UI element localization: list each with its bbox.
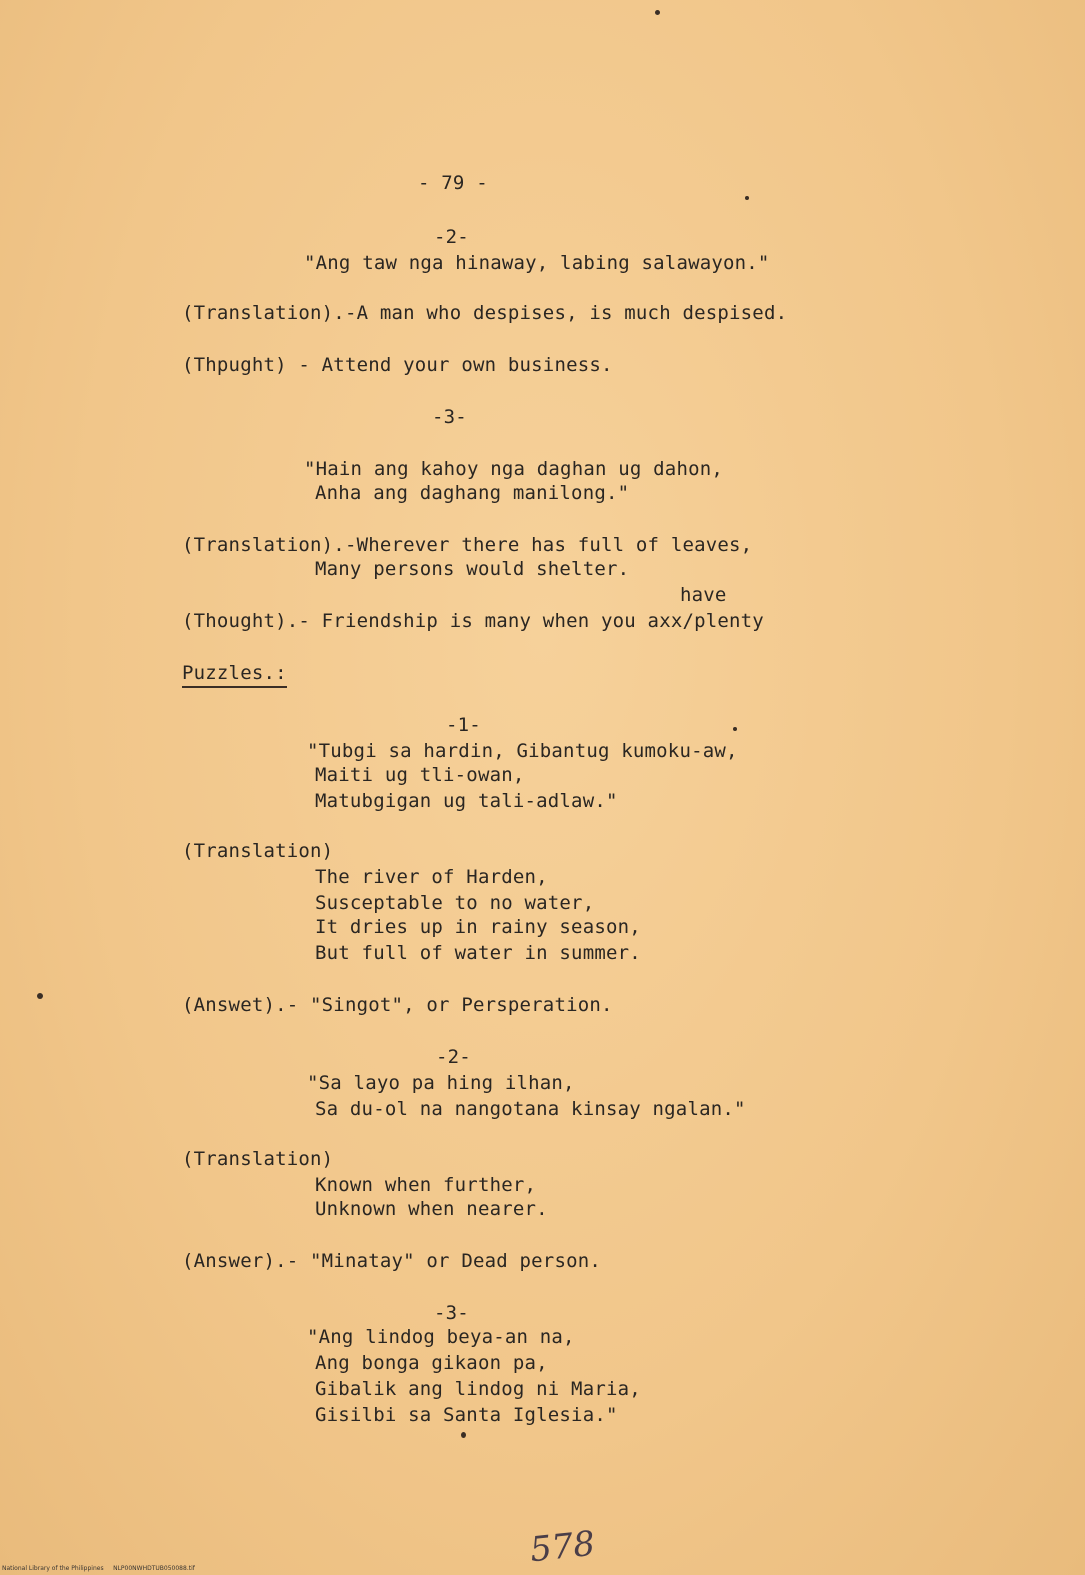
scan-footer: National Library of the Philippines NLP00NWHDTUB050088.tif (2, 1565, 195, 1572)
proverb-2-text: "Ang taw nga hinaway, labing salawayon." (304, 252, 770, 274)
puzzle-2-answer: (Answer).- "Minatay" or Dead person. (182, 1250, 602, 1272)
puzzle-1-translation-label: (Translation) (182, 840, 334, 862)
proverb-2-thought: (Thpught) - Attend your own business. (182, 354, 613, 376)
puzzles-heading (182, 662, 287, 684)
ink-speck (745, 196, 749, 200)
handwritten-page-number: 578 (528, 1523, 597, 1571)
puzzle-2-translation-label: (Translation) (182, 1148, 334, 1170)
proverb-3-insertion: have (680, 584, 727, 606)
puzzles-heading-text: Puzzles.: (182, 662, 287, 688)
puzzle-3-line-4: Gisilbi sa Santa Iglesia." (315, 1404, 618, 1426)
page-number: - 79 - (418, 172, 488, 194)
puzzle-2-line-2: Sa du-ol na nangotana kinsay ngalan." (315, 1098, 746, 1120)
proverb-3-line-1: "Hain ang kahoy nga daghan ug dahon, (304, 458, 724, 480)
proverb-3-translation-1: (Translation).-Wherever there has full of leaves, (182, 534, 753, 556)
ink-speck (733, 727, 737, 731)
proverb-3-number: -3- (432, 406, 467, 428)
puzzle-2-translation-2: Unknown when nearer. (315, 1198, 548, 1220)
puzzle-1-translation-2: Susceptable to no water, (315, 892, 595, 914)
puzzle-1-translation-1: The river of Harden, (315, 866, 548, 888)
puzzle-1-number: -1- (446, 714, 481, 736)
puzzle-2-translation-1: Known when further, (315, 1174, 537, 1196)
ink-speck (655, 10, 660, 15)
ink-speck (37, 993, 43, 999)
proverb-2-translation: (Translation).-A man who despises, is much despised. (182, 302, 788, 324)
puzzle-1-line-3: Matubgigan ug tali-adlaw." (315, 790, 618, 812)
puzzle-2-number: -2- (436, 1046, 471, 1068)
puzzle-1-translation-3: It dries up in rainy season, (315, 916, 641, 938)
proverb-3-line-2: Anha ang daghang manilong." (315, 482, 630, 504)
puzzle-3-line-2: Ang bonga gikaon pa, (315, 1352, 548, 1374)
proverb-3-thought: (Thought).- Friendship is many when you axx/plenty (182, 610, 764, 632)
puzzle-1-answer: (Answet).- "Singot", or Persperation. (182, 994, 613, 1016)
puzzle-2-line-1: "Sa layo pa hing ilhan, (307, 1072, 575, 1094)
puzzle-3-line-3: Gibalik ang lindog ni Maria, (315, 1378, 641, 1400)
ink-speck (461, 1432, 466, 1438)
puzzle-1-line-2: Maiti ug tli-owan, (315, 764, 525, 786)
puzzle-1-line-1: "Tubgi sa hardin, Gibantug kumoku-aw, (307, 740, 738, 762)
puzzle-3-line-1: "Ang lindog beya-an na, (307, 1326, 575, 1348)
proverb-3-translation-2: Many persons would shelter. (315, 558, 630, 580)
proverb-2-number: -2- (434, 226, 469, 248)
puzzle-3-number: -3- (434, 1302, 469, 1324)
puzzle-1-translation-4: But full of water in summer. (315, 942, 641, 964)
